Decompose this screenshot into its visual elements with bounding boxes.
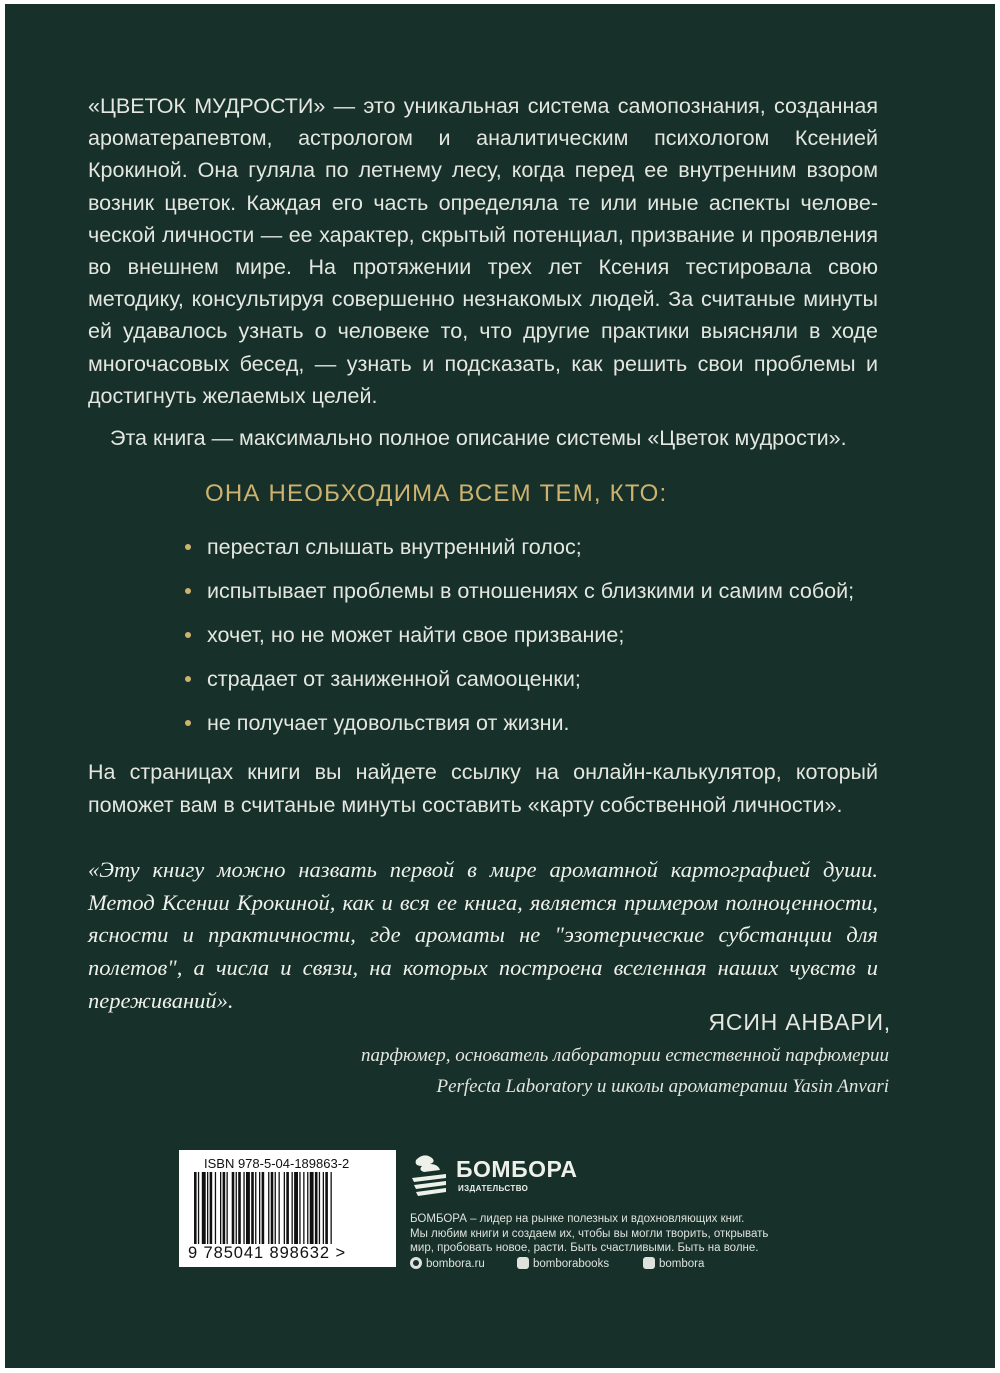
- barcode-bar: [246, 1172, 250, 1244]
- author-desc-line: Perfecta Laboratory и школы ароматерапии Yasin Anvari: [436, 1076, 889, 1097]
- barcode-label: [179, 1150, 396, 1267]
- social-site[interactable]: [410, 1256, 485, 1272]
- barcode-bar: [232, 1172, 235, 1244]
- list-item: [180, 619, 900, 663]
- barcode-image: [194, 1172, 384, 1244]
- social-telegram[interactable]: [643, 1256, 704, 1272]
- bullet-icon: [185, 544, 191, 550]
- publisher-logo: [410, 1150, 610, 1200]
- barcode-bar: [319, 1172, 320, 1244]
- audience-title: ОНА НЕОБХОДИМА ВСЕМ ТЕМ, КТО:: [205, 480, 668, 507]
- audience-list: [180, 531, 900, 751]
- barcode-bar: [255, 1172, 256, 1244]
- barcode-bar: [294, 1172, 298, 1244]
- bullet-icon: [185, 588, 191, 594]
- barcode-bar: [299, 1172, 300, 1244]
- publisher-subtitle: ИЗДАТЕЛЬСТВО: [458, 1184, 529, 1193]
- barcode-bar: [243, 1172, 244, 1244]
- barcode-bar: [215, 1172, 216, 1244]
- publisher-tagline: [410, 1212, 800, 1256]
- barcode-bar: [325, 1172, 328, 1244]
- bombora-logo-icon: [410, 1152, 450, 1196]
- barcode-bar: [198, 1172, 199, 1244]
- barcode-bar: [202, 1172, 206, 1244]
- list-item: [180, 531, 900, 575]
- barcode-bar: [236, 1172, 237, 1244]
- globe-icon: [410, 1257, 422, 1269]
- description-outro: На страницах книги вы найдете ссылку на онлайн-калькулятор, который поможет вам в считаные минуты составить «карту собственной личности».: [88, 760, 878, 817]
- barcode-bar: [284, 1172, 285, 1244]
- barcode-bar: [207, 1172, 208, 1244]
- barcode-bar: [238, 1172, 241, 1244]
- barcode-bar: [271, 1172, 274, 1244]
- barcode-bar: [275, 1172, 276, 1244]
- bullet-icon: [185, 720, 191, 726]
- list-item: [180, 575, 900, 619]
- barcode-bar: [331, 1172, 332, 1244]
- list-item-text: не получает удовольствия от жизни.: [207, 711, 570, 735]
- list-item-text: перестал слышать внутренний голос;: [207, 535, 582, 559]
- book-back-cover: [5, 4, 995, 1368]
- barcode-bar: [210, 1172, 213, 1244]
- barcode-bar: [307, 1172, 308, 1244]
- barcode-bar: [310, 1172, 314, 1244]
- barcode-bar: [268, 1172, 269, 1244]
- barcode-bar: [251, 1172, 254, 1244]
- social-vk[interactable]: [517, 1256, 609, 1272]
- barcode-bar: [259, 1172, 260, 1244]
- description-summary: Эта книга — максимально полное описание системы «Цветок мудрости».: [110, 426, 847, 450]
- barcode-bar: [262, 1172, 265, 1244]
- list-item-text: испытывает проблемы в отношениях с близкими и самим собой;: [207, 579, 855, 603]
- tagline-line: Мы любим книги и создаем их, чтобы вы могли творить, открывать: [410, 1227, 769, 1240]
- social-vk-label: bomborabooks: [533, 1258, 610, 1270]
- telegram-icon: [643, 1257, 655, 1269]
- publisher-name: БОМБОРА: [456, 1156, 578, 1182]
- publisher-socials: [410, 1256, 810, 1272]
- list-item: [180, 663, 900, 707]
- vk-icon: [517, 1257, 529, 1269]
- review-author-name: ЯСИН АНВАРИ,: [708, 1009, 891, 1035]
- list-item-text: хочет, но не может найти свое призвание;: [207, 623, 625, 647]
- barcode-bar: [292, 1172, 293, 1244]
- barcode-bar: [286, 1172, 289, 1244]
- social-site-label: bombora.ru: [426, 1258, 485, 1270]
- barcode-digits: 9 785041 898632 >: [188, 1244, 346, 1262]
- review-author-description: [189, 1040, 889, 1102]
- tagline-line: БОМБОРА – лидер на рынке полезных и вдохновляющих книг.: [410, 1213, 745, 1225]
- barcode-bar: [223, 1172, 226, 1244]
- list-item: [180, 707, 900, 751]
- tagline-line: мир, пробовать новое, расти. Быть счастливыми. Быть на волне.: [410, 1242, 759, 1254]
- publisher-block: [410, 1150, 810, 1280]
- bullet-icon: [185, 632, 191, 638]
- barcode-bar: [315, 1172, 318, 1244]
- bullet-icon: [185, 676, 191, 682]
- list-item-text: страдает от заниженной самооценки;: [207, 667, 581, 691]
- barcode-bar: [323, 1172, 324, 1244]
- barcode-bar: [227, 1172, 228, 1244]
- author-desc-line: парфюмер, основатель лаборатории естественной парфюмерии: [360, 1045, 889, 1066]
- barcode-bar: [303, 1172, 304, 1244]
- description-intro: «ЦВЕТОК МУДРОСТИ» — это уникальная система самопознания, созданная ароматерапевтом, астрологом и аналитическим психологом Ксенией Крокиной. Она гуляла по летнему лесу, когда перед ее внутренним взором возник цветок. Каждая его часть определяла те или иные аспекты человеческой личности — ее характер, скрытый потенциал, призвание и проявления во внешнем мире. На протяжении трех лет Ксения тестировала свою методику, консультируя совершенно незнакомых людей. За считаные минуты ей удавалось узнать о человеке то, что другие практики выясняли в ходе многочасовых бесед, — узнать и подсказать, как решить свои проблемы и достигнуть желаемых целей.: [88, 94, 878, 408]
- review-quote: «Эту книгу можно назвать первой в мире ароматной картографией души. Метод Ксении Крокиной, как и вся ее книга, является примером полноценности, ясности и практичности, где ароматы не "эзотерические субстанции для полетов", а числа и связи, на которых построена вселенная наших чувств и переживаний».: [88, 857, 878, 1013]
- barcode-bar: [194, 1172, 197, 1244]
- barcode-bar: [279, 1172, 280, 1244]
- isbn-text: ISBN 978-5-04-189863-2: [204, 1156, 350, 1171]
- social-telegram-label: bombora: [659, 1258, 705, 1270]
- barcode-bar: [220, 1172, 221, 1244]
